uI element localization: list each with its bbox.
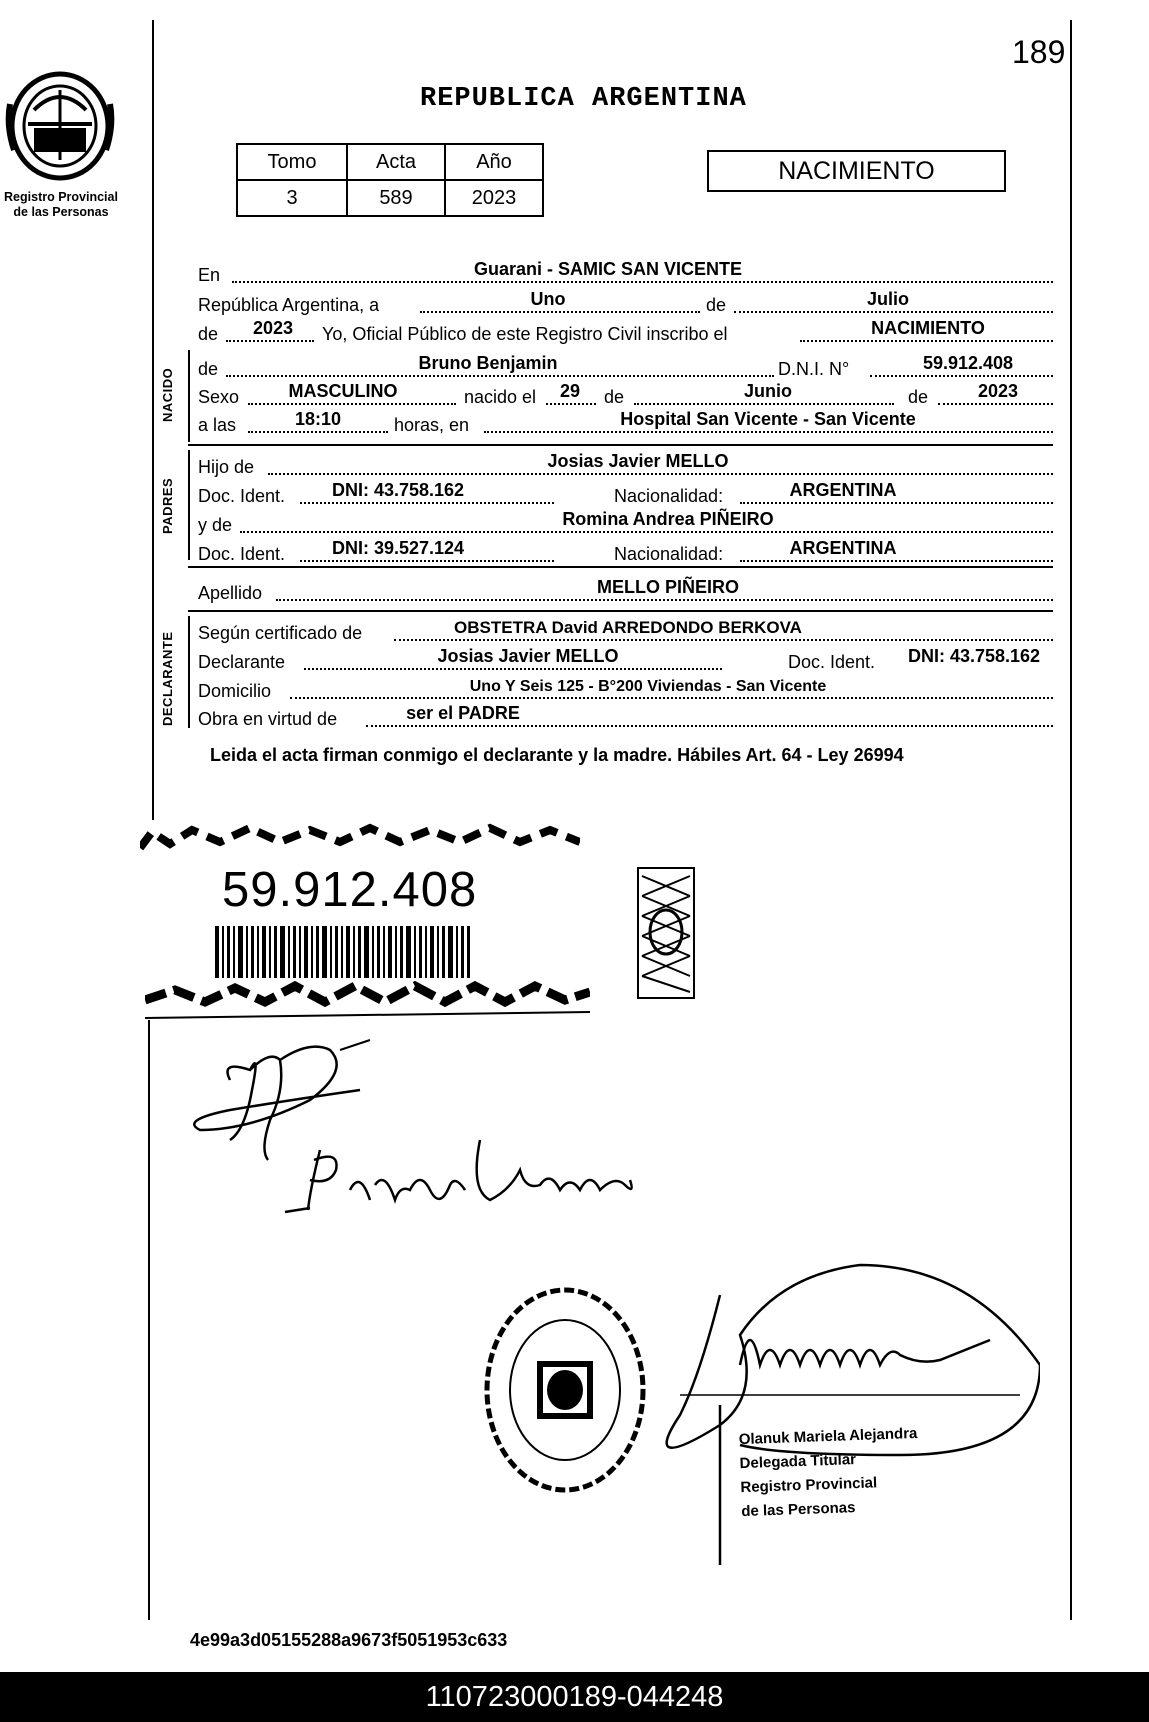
label-de-month: de: [706, 295, 727, 315]
delegate-name: Olanuk Mariela Alejandra: [738, 1424, 918, 1449]
value-birth-year: 2023: [977, 381, 1019, 401]
sticker-bottom-border: [145, 972, 590, 1022]
delegate-block: [738, 1422, 920, 1524]
row-sexo: [198, 380, 1053, 408]
section-label-nacido: NACIDO: [160, 367, 175, 422]
table-cell-anio: 2023: [445, 180, 543, 216]
sticker-number: 59.912.408: [222, 863, 478, 917]
padres-bracket: [188, 450, 190, 560]
sticker-top-border: [140, 822, 580, 856]
delegate-office-line2: de las Personas: [740, 1499, 856, 1521]
row-y-de: [198, 508, 1053, 536]
value-birth-time: 18:10: [294, 409, 342, 429]
row-mother-doc: [198, 537, 1053, 565]
label-apellido: Apellido: [198, 583, 263, 603]
row-father-doc: [198, 479, 1053, 507]
province-seal-icon: [4, 64, 116, 184]
value-father-name: Josias Javier MELLO: [547, 451, 729, 471]
label-de-birth-month: de: [604, 387, 625, 407]
left-margin-line: [152, 20, 154, 820]
nacido-bracket: [188, 350, 190, 442]
row-declarante: [198, 645, 1053, 673]
label-sexo: Sexo: [198, 387, 240, 407]
delegate-office-line1: Registro Provincial: [740, 1474, 878, 1497]
value-month: Julio: [866, 289, 909, 309]
section-divider: [188, 610, 1053, 612]
label-de-name: de: [198, 359, 219, 379]
row-hora: [198, 408, 1053, 436]
value-obra: ser el PADRE: [406, 703, 520, 723]
logo-caption: [0, 190, 122, 220]
table-row: [237, 144, 543, 180]
logo-caption-line1: Registro Provincial: [4, 190, 118, 204]
label-declarante-doc: Doc. Ident.: [788, 652, 876, 672]
logo-caption-line2: de las Personas: [13, 205, 109, 219]
row-en: [198, 258, 1053, 286]
barcode-image: [215, 926, 470, 978]
row-apellido: [198, 576, 1053, 604]
footer-code-bar: [0, 1672, 1149, 1722]
value-mother-doc: DNI: 39.527.124: [331, 538, 465, 558]
section-label-declarante: DECLARANTE: [160, 631, 175, 726]
value-mother-nationality: ARGENTINA: [789, 538, 897, 558]
footer-code: 110723000189-044248: [425, 1681, 724, 1713]
label-a-las: a las: [198, 415, 237, 435]
label-horas-en: horas, en: [394, 415, 470, 435]
label-de-birth-year: de: [908, 387, 929, 407]
row-inscribo: [198, 317, 1053, 345]
value-declarante: Josias Javier MELLO: [437, 646, 619, 666]
value-domicilio: Uno Y Seis 125 - B°200 Viviendas - San Vicente: [469, 678, 827, 695]
table-cell-tomo: 3: [237, 180, 347, 216]
section-label-padres: PADRES: [160, 477, 175, 534]
value-year: 2023: [252, 318, 294, 338]
label-dni: D.N.I. N°: [778, 359, 850, 379]
value-father-nationality: ARGENTINA: [789, 480, 897, 500]
value-birth-place: Hospital San Vicente - San Vicente: [620, 409, 916, 429]
row-nacido-name: [198, 352, 1053, 380]
label-domicilio: Domicilio: [198, 681, 272, 701]
table-row: [237, 180, 543, 216]
value-birth-day: 29: [559, 381, 581, 401]
label-mother-doc: Doc. Ident.: [198, 544, 286, 564]
label-declarante: Declarante: [198, 652, 286, 672]
value-certificado: OBSTETRA David ARREDONDO BERKOVA: [454, 618, 802, 637]
row-domicilio: [198, 674, 1053, 702]
label-de-year: de: [198, 324, 219, 344]
label-obra: Obra en virtud de: [198, 709, 338, 729]
hologram-seal-icon: [636, 866, 696, 1000]
label-republica: República Argentina, a: [198, 295, 380, 315]
section-divider: [188, 566, 1053, 568]
signing-note: Leida el acta firman conmigo el declarante y la madre. Hábiles Art. 64 - Ley 26994: [210, 745, 904, 765]
record-type-box: NACIMIENTO: [707, 150, 1006, 192]
row-certificado: [198, 616, 1053, 644]
value-father-doc: DNI: 43.758.162: [331, 480, 465, 500]
table-cell-acta: 589: [347, 180, 445, 216]
label-mother-nationality: Nacionalidad:: [614, 544, 724, 564]
official-stamp-icon: [480, 1280, 650, 1500]
value-mother-name: Romina Andrea PIÑEIRO: [562, 509, 774, 529]
mother-signature: [280, 1130, 650, 1230]
label-inscribo: Yo, Oficial Público de este Registro Civil inscribo el: [322, 324, 728, 344]
value-declarante-doc: DNI: 43.758.162: [907, 646, 1041, 666]
value-sexo: MASCULINO: [288, 381, 398, 401]
document-hash: 4e99a3d05155288a9673f5051953c633: [190, 1630, 508, 1650]
left-margin-line-lower: [148, 1020, 150, 1620]
right-margin-line: [1070, 20, 1072, 1620]
row-republica: [198, 288, 1053, 316]
value-en: Guarani - SAMIC SAN VICENTE: [473, 259, 743, 279]
value-apellido: MELLO PIÑEIRO: [596, 577, 739, 597]
table-header-acta: Acta: [347, 144, 445, 180]
table-header-anio: Año: [445, 144, 543, 180]
row-obra: [198, 702, 1053, 730]
table-header-tomo: Tomo: [237, 144, 347, 180]
label-y-de: y de: [198, 515, 233, 535]
declarante-bracket: [188, 616, 190, 728]
page-title: REPUBLICA ARGENTINA: [420, 84, 747, 114]
delegate-title: Delegada Titular: [739, 1451, 857, 1473]
value-child-dni: 59.912.408: [922, 353, 1014, 373]
value-day: Uno: [530, 289, 566, 309]
row-hijo-de: [198, 450, 1053, 478]
value-inscribo: NACIMIENTO: [871, 318, 985, 338]
label-nacido-el: nacido el: [464, 387, 537, 407]
label-father-doc: Doc. Ident.: [198, 486, 286, 506]
registry-table: [236, 143, 544, 217]
label-hijo-de: Hijo de: [198, 457, 255, 477]
page-number: 189: [1012, 34, 1066, 70]
value-birth-month: Junio: [744, 381, 792, 401]
label-en: En: [198, 265, 221, 285]
label-father-nationality: Nacionalidad:: [614, 486, 724, 506]
label-certificado: Según certificado de: [198, 623, 363, 643]
section-divider: [188, 444, 1053, 446]
value-child-name: Bruno Benjamin: [418, 353, 558, 373]
